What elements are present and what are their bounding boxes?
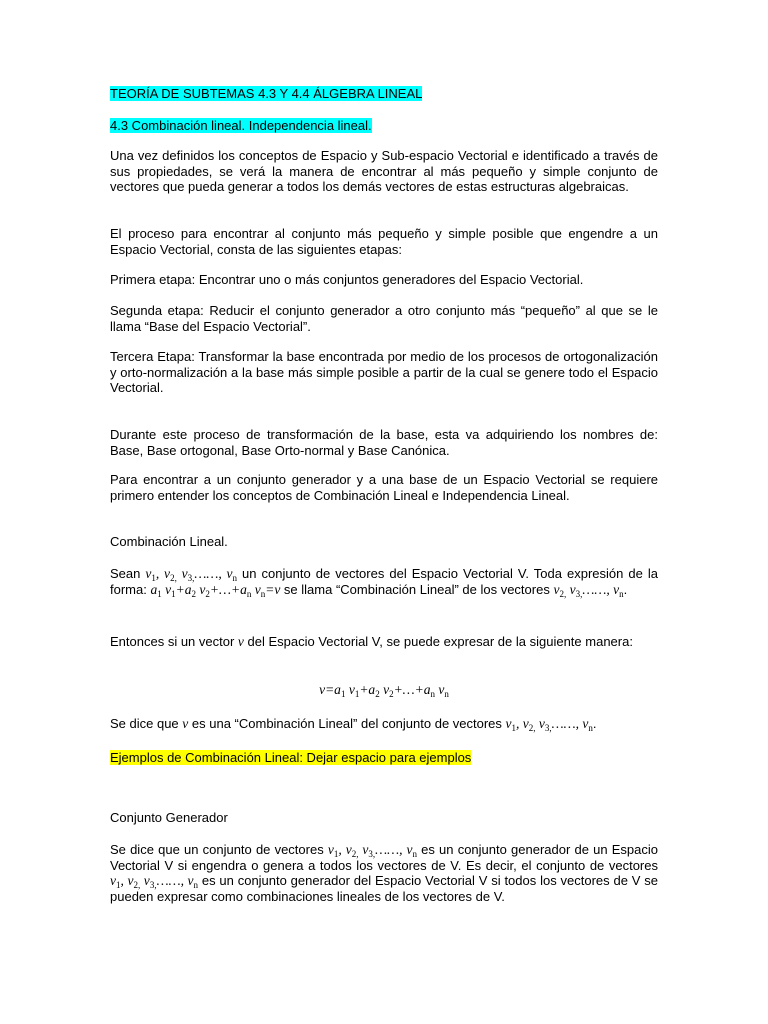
linear-combination-formula: $a_1$ $v_1+a_2$ $v_2+\dots+a_n$ $v_n=v$ [150, 581, 281, 599]
vector-set-formula: $v_1$, $v_{2,}$ $v_{3,}\dots\dots$, $v_n$ [145, 566, 238, 583]
paragraph-stage-3: Tercera Etapa: Transformar la base encontrada por medio de los procesos de ortogonalización y orto-normalización a la base más simple posible a partir de la cual se genere todo el Espacio Vectorial. [110, 349, 658, 395]
examples-note-text: Ejemplos de Combinación Lineal: Dejar espacio para ejemplos [110, 750, 472, 765]
paragraph-generator-definition: Se dice que un conjunto de vectores $v_1$, $v_{2,}$ $v_{3,}\dots\dots$, $v_n$ es un conjunto generador de un Espacio Vectorial V si engendra o genera a todos los vectores de V. Es decir, el conjunto de vectores $v_1$, $v_{2,}$ $v_{3,}\dots\dots$, $v_n$ es un conjunto generador del Espacio Vectorial V si todos los vectores de V se pueden expresar como combinaciones lineales de los vectores de V. [110, 842, 659, 904]
paragraph-stage-2: Segunda etapa: Reducir el conjunto generador a otro conjunto más “pequeño” al que se le llama “Base del Espacio Vectorial”. [110, 303, 658, 334]
paragraph-stage-1: Primera etapa: Encontrar uno o más conjuntos generadores del Espacio Vectorial. [110, 272, 584, 287]
paragraph-requirement: Para encontrar a un conjunto generador y a una base de un Espacio Vectorial se requiere primero entender los conceptos de Combinación Lineal e Independencia Lineal. [110, 472, 658, 503]
vector-set-formula-5: $v_1$, $v_{2,}$ $v_{3,}\dots\dots$, $v_n$ [110, 873, 199, 890]
vector-set-formula-3: $v_1$, $v_{2,}$ $v_{3,}\dots\dots$, $v_n$ [505, 716, 593, 733]
paragraph-conclusion: Se dice que v es una “Combinación Lineal” del conjunto de vectores $v_1$, $v_{2,}$ $v_{3,}\dots\dots$, $v_n$. [110, 716, 597, 733]
paragraph-definition: Sean $v_1$, $v_{2,}$ $v_{3,}\dots\dots$, $v_n$ un conjunto de vectores del Espacio Vectorial V. Toda expresión de la forma: $a_1$ $v_1+a_2$ $v_2+\dots+a_n$ $v_n=v$ se llama “Combinación Lineal” de los vectores $v_{2,}$ $v_{3,}\dots\dots$, $v_n$. [110, 566, 659, 599]
paragraph-transformation: Durante este proceso de transformación de la base, esta va adquiriendo los nombres de: Base, Base ortogonal, Base Orto-normal y Base Canónica. [110, 427, 658, 458]
vector-v-symbol-2: v [182, 716, 189, 731]
equation-linear-combination: $v=a_1$ $v_1+a_2$ $v_2+\dots+a_n$ $v_n$ [319, 682, 449, 699]
section-heading-text: 4.3 Combinación lineal. Independencia lineal. [110, 118, 372, 133]
vector-v-symbol: v [237, 634, 244, 649]
paragraph-intro: Una vez definidos los conceptos de Espacio y Sub-espacio Vectorial e identificado a través de sus propiedades, se verá la manera de encontrar al más pequeño y simple conjunto de vectores que pueda generar a todos los demás vectores de estas estructuras algebraicas. [110, 148, 658, 194]
document-title [110, 86, 658, 102]
examples-note [110, 750, 658, 766]
vector-set-formula-4: $v_1$, $v_{2,}$ $v_{3,}\dots\dots$, $v_n$ [327, 842, 417, 859]
combinacion-lineal-heading: Combinación Lineal. [110, 534, 228, 549]
conjunto-generador-heading: Conjunto Generador [110, 810, 228, 825]
title-text: TEORÍA DE SUBTEMAS 4.3 Y 4.4 ÁLGEBRA LINEAL [110, 86, 423, 101]
vector-set-formula-2: $v_{2,}$ $v_{3,}\dots\dots$, $v_n$ [553, 581, 624, 599]
section-heading [110, 118, 658, 134]
paragraph-expression: Entonces si un vector v del Espacio Vectorial V, se puede expresar de la siguiente manera: [110, 634, 633, 649]
paragraph-process: El proceso para encontrar al conjunto más pequeño y simple posible que engendre a un Espacio Vectorial, consta de las siguientes etapas: [110, 226, 658, 257]
